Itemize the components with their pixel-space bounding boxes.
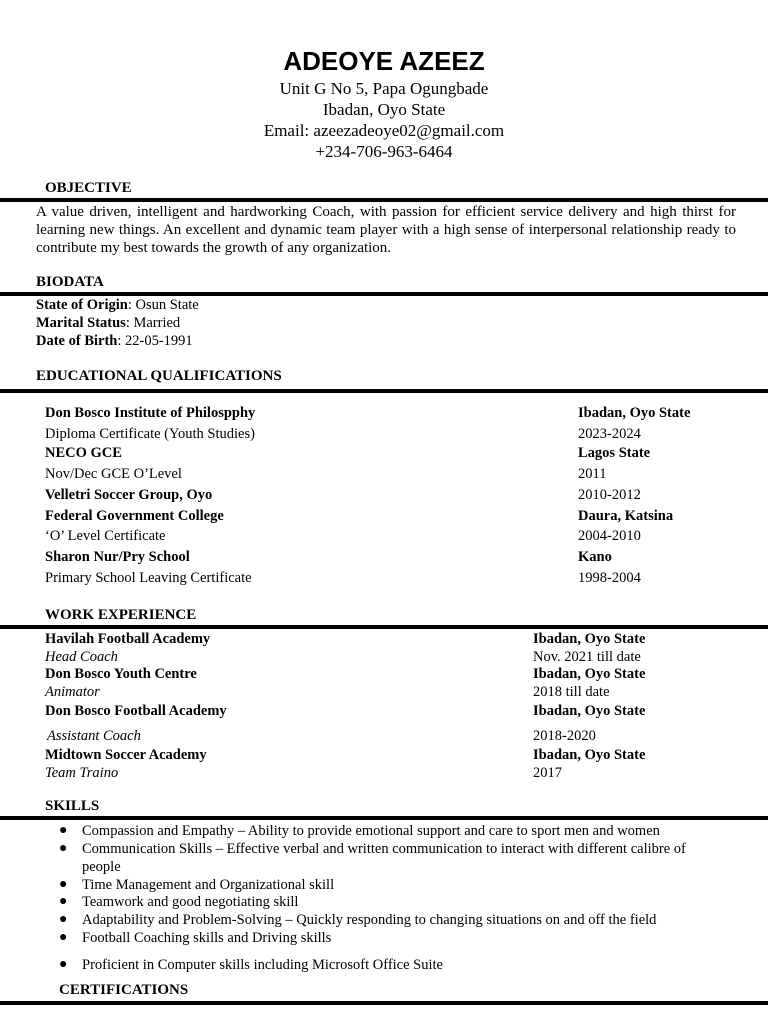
skill-text: Compassion and Empathy – Ability to provide emotional support and care to sport men and women — [82, 823, 660, 839]
biodata-label: Marital Status — [36, 315, 126, 331]
work-location: Ibadan, Oyo State — [533, 666, 646, 682]
objective-text: A value driven, intelligent and hardworking Coach, with passion for efficient service delivery and high thirst for learning new things. An excellent and dynamic team player with a high sense of interpersonal relationship ready to contribute my best towards the growth of any organization. — [36, 204, 736, 256]
education-heading: EDUCATIONAL QUALIFICATIONS — [36, 368, 282, 384]
education-location: Ibadan, Oyo State — [578, 405, 691, 421]
work-employer: Midtown Soccer Academy — [45, 747, 207, 763]
education-institution: Sharon Nur/Pry School — [45, 549, 190, 565]
biodata-value: : Osun State — [127, 297, 199, 313]
work-role: Assistant Coach — [47, 728, 141, 744]
work-role: Animator — [45, 684, 100, 700]
biodata-value: : Married — [125, 315, 181, 331]
work-employer: Havilah Football Academy — [45, 631, 211, 647]
education-location: Kano — [578, 549, 612, 565]
biodata-heading: BIODATA — [36, 274, 104, 290]
education-certificate: ‘O’ Level Certificate — [45, 528, 166, 544]
objective-divider — [0, 198, 768, 202]
address-line-2: Ibadan, Oyo State — [322, 100, 446, 119]
work-employer: Don Bosco Youth Centre — [45, 666, 197, 682]
skill-text: Football Coaching skills and Driving skills — [82, 930, 332, 946]
education-location: Daura, Katsina — [578, 508, 674, 524]
work-period: 2018-2020 — [533, 728, 596, 744]
education-divider — [0, 389, 768, 393]
education-location: Lagos State — [578, 445, 651, 461]
skill-text: Proficient in Computer skills including Microsoft Office Suite — [82, 957, 443, 973]
work-employer: Don Bosco Football Academy — [45, 703, 227, 719]
education-years: 2023-2024 — [578, 426, 641, 442]
work-heading: WORK EXPERIENCE — [45, 607, 197, 623]
education-institution: Federal Government College — [45, 508, 224, 524]
biodata-divider — [0, 292, 768, 296]
skills-heading: SKILLS — [45, 798, 100, 814]
skill-text: Communication Skills – Effective verbal and written communication to interact with different calibre of people — [82, 841, 686, 875]
education-certificate: Diploma Certificate (Youth Studies) — [45, 426, 255, 442]
candidate-name: ADEOYE AZEEZ — [283, 46, 485, 76]
bullet-icon: ● — [59, 930, 68, 945]
education-years: 2004-2010 — [578, 528, 641, 544]
education-institution: Don Bosco Institute of Philospphy — [45, 405, 256, 421]
email-line: Email: azeezadeoye02@gmail.com — [263, 121, 505, 140]
biodata-label: State of Origin — [36, 297, 128, 313]
phone-line: +234-706-963-6464 — [315, 142, 453, 161]
bullet-icon: ● — [59, 957, 68, 972]
biodata-row-marital — [36, 315, 180, 332]
skills-divider — [0, 816, 768, 820]
work-location: Ibadan, Oyo State — [533, 631, 646, 647]
bullet-icon: ● — [59, 877, 68, 892]
skill-text: Teamwork and good negotiating skill — [82, 894, 299, 910]
education-institution: Velletri Soccer Group, Oyo — [45, 487, 213, 503]
work-role: Head Coach — [45, 649, 118, 665]
education-certificate: Nov/Dec GCE O’Level — [45, 466, 182, 482]
work-location: Ibadan, Oyo State — [533, 703, 646, 719]
work-divider — [0, 625, 768, 629]
biodata-row-origin — [36, 297, 199, 314]
skill-text: Adaptability and Problem-Solving – Quickly responding to changing situations on and off the field — [82, 912, 657, 928]
work-location: Ibadan, Oyo State — [533, 747, 646, 763]
education-years: 2011 — [578, 466, 607, 482]
skill-text: Time Management and Organizational skill — [82, 877, 335, 893]
bullet-icon: ● — [59, 912, 68, 927]
work-role: Team Traino — [45, 765, 119, 781]
education-years: 1998-2004 — [578, 570, 641, 586]
certifications-divider — [0, 1001, 768, 1005]
certifications-heading: CERTIFICATIONS — [59, 982, 189, 998]
work-period: Nov. 2021 till date — [533, 649, 641, 665]
biodata-row-dob — [36, 333, 193, 350]
biodata-label: Date of Birth — [36, 333, 118, 349]
biodata-value: : 22-05-1991 — [117, 333, 193, 349]
objective-heading: OBJECTIVE — [45, 180, 132, 196]
education-institution: NECO GCE — [45, 445, 122, 461]
work-period: 2018 till date — [533, 684, 610, 700]
bullet-icon: ● — [59, 841, 68, 856]
education-certificate: Primary School Leaving Certificate — [45, 570, 252, 586]
bullet-icon: ● — [59, 823, 68, 838]
bullet-icon: ● — [59, 894, 68, 909]
address-line-1: Unit G No 5, Papa Ogungbade — [279, 79, 489, 98]
education-years: 2010-2012 — [578, 487, 641, 503]
work-period: 2017 — [533, 765, 562, 781]
